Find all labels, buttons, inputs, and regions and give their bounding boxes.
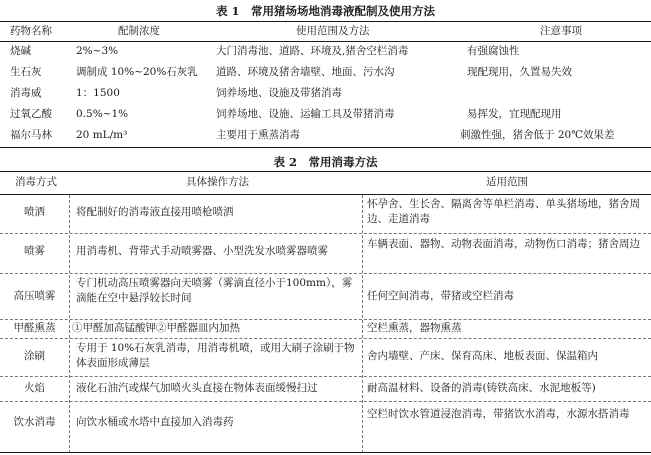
t1-header-scope: 使用范围及方法 [296,25,370,37]
t1-header-name: 药物名称 [10,25,52,37]
t1-row2-conc: 调制成 10%~20%石灰乳 [76,66,198,78]
table2-header-rule [0,194,651,195]
table2-top-rule [0,171,651,172]
t2-row5-method: 涂刷 [24,350,45,362]
t2-row5-scope: 舍内墙壁、产床、保育高床、地板表面、保温箱内 [367,350,598,362]
t2-row2-method: 喷雾 [24,245,45,257]
t1-row2-note: 现配现用，久置易失效 [467,66,572,78]
t1-row4-note: 易挥发，宜现配现用 [467,108,562,120]
t2-row4-op: ①甲醛加高锰酸钾②甲醛器皿内加热 [72,322,240,334]
t1-row5-note: 刺激性强，猪舍低于 20℃效果差 [460,129,615,141]
t2-header-op: 具体操作方法 [186,176,249,188]
t2-row-sep [0,376,651,377]
t1-row5-name: 福尔马林 [10,129,52,141]
t2-row7-op: 向饮水桶或水塔中直接加入消毒药 [76,416,234,428]
table1-bottom-rule [0,147,651,148]
t1-row5-conc: 20 mL/m³ [76,129,128,141]
t2-row5-op: 专用于 10%石灰乳消毒，用消毒机喷，或用大刷子涂刷于物体表面形成薄层 [76,342,355,369]
t1-header-conc: 配制浓度 [118,25,160,37]
t1-row1-name: 烧碱 [10,45,31,57]
t1-row2-scope: 道路、环境及猪舍墙壁、地面、污水沟 [216,66,395,78]
t2-row-sep [0,401,651,402]
t1-row4-conc: 0.5%~1% [76,108,129,120]
t2-row-sep [0,273,651,274]
t1-row1-scope: 大门消毒池、道路、环境及,猪舍空栏消毒 [216,45,409,57]
t2-header-method: 消毒方式 [15,176,57,188]
t1-row1-note: 有强腐蚀性 [467,45,520,57]
t2-row2-scope: 车辆表面、器物、动物表面消毒，动物伤口消毒；猪舍周边 [367,238,640,250]
t2-row3-method: 高压喷雾 [13,290,56,302]
table2-bottom-rule [0,452,651,453]
table1-header-rule [0,41,651,42]
table2-caption: 表 2 常用消毒方法 [273,155,378,169]
t2-row1-op: 将配制好的消毒液直接用喷枪喷洒 [76,206,234,218]
table1-caption: 表 1 常用猪场场地消毒液配制及使用方法 [215,4,435,18]
t2-row3-op: 专门机动高压喷雾器向天喷雾（雾滴直径小于100mm），雾滴能在空中悬浮较长时间 [76,277,353,304]
t1-row5-scope: 主要用于熏蒸消毒 [216,129,300,141]
t1-header-note: 注意事项 [540,25,582,37]
t2-row-sep [0,233,651,234]
t2-header-scope: 适用范围 [486,176,528,188]
t2-row7-scope: 空栏时饮水管道浸泡消毒，带猪饮水消毒，水源水搭消毒 [367,408,630,420]
t1-row4-name: 过氧乙酸 [10,108,52,120]
t2-row1-method: 喷洒 [24,206,45,218]
t2-row1-scope: 怀孕舍、生长舍、隔离舍等单栏消毒、单头猪场地，猪舍周边、走道消毒 [367,198,640,225]
t2-row6-method: 火焰 [24,382,45,394]
t1-row4-scope: 饲养场地、设施、运输工具及带猪消毒 [216,108,395,120]
t2-row4-scope: 空栏熏蒸，器物熏蒸 [367,322,462,334]
t2-row4-method: 甲醛熏蒸 [13,322,56,334]
t1-row2-name: 生石灰 [10,66,42,78]
t2-row6-op: 液化石油汽或煤气加喷火头直接在物体表面缓慢扫过 [76,382,318,394]
t1-row3-conc: 1：1500 [76,87,120,99]
t1-row3-scope: 饲养场地、设施及带猪消毒 [216,87,342,99]
t2-row2-op: 用消毒机、背带式手动喷雾器、小型洗发水喷雾器喷雾 [76,245,328,257]
t2-row6-scope: 耐高温材料、设备的消毒(铸铁高床、水泥地板等) [367,382,596,394]
t2-row3-scope: 任何空间消毒，带猪或空栏消毒 [367,290,514,302]
t1-row3-name: 消毒威 [10,87,42,99]
t2-row7-method: 饮水消毒 [13,416,56,428]
table1-top-rule [0,21,651,22]
t2-row-sep [0,338,651,339]
t1-row1-conc: 2%~3% [76,45,119,57]
t2-row-sep [0,319,651,320]
